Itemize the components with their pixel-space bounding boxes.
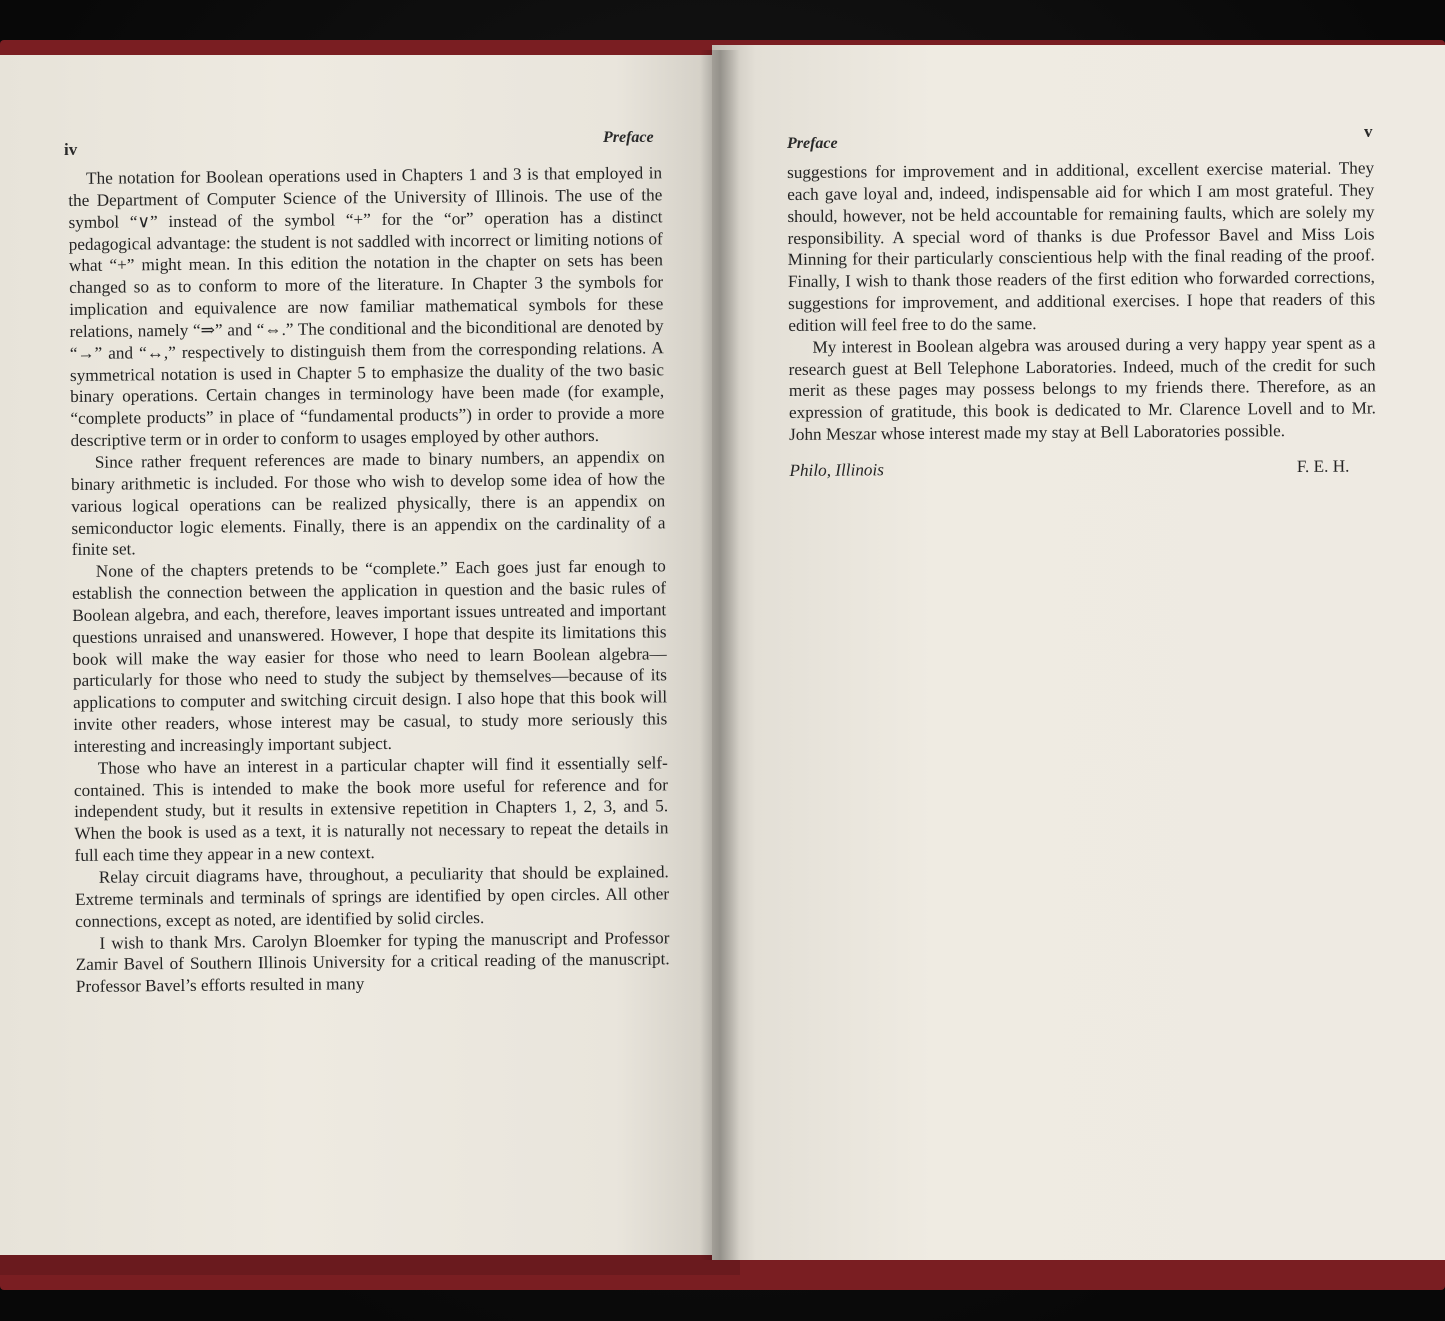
paragraph: suggestions for improvement and in additional, excellent exercise material. They each gave loyal and, indeed, indispensable aid for which I am most grateful. They should, however, not be held accountable for remaining faults, which are solely my responsibility. A special word of thanks is due Professor Bavel and Miss Lois Minning for their particularly conscientious help with the final reading of the proof. Finally, I wish to thank those readers of the first edition who forwarded corrections, suggestions for improvement, and additional exercises. I hope that readers of this edition will feel free to do the same. bbox=[787, 158, 1376, 335]
paragraph: My interest in Boolean algebra was aroused during a very happy year spent as a research guest at Bell Telephone Laboratories. Indeed, much of the credit for such merit as these pages may possess belongs to my friends there. Therefore, as an expression of gratitude, this book is dedicated to Mr. Clarence Lovell and to Mr. John Meszar whose interest made my stay at Bell Laboratories possible. bbox=[788, 333, 1377, 445]
left-page-body bbox=[68, 162, 670, 998]
signoff-place: Philo, Illinois bbox=[789, 460, 885, 480]
paragraph: I wish to thank Mrs. Carolyn Bloemker for typing the manuscript and Professor Zamir Bavel of Southern Illinois University for a critical reading of the manuscript. Professor Bavel’s efforts resulted in many bbox=[75, 927, 670, 997]
paragraph: The notation for Boolean operations used in Chapters 1 and 3 is that employed in the Department of Computer Science of the University of Illinois. The use of the symbol “∨” instead of the symbol “+” for the “or” operation has a distinct pedagogical advantage: the student is not saddled with incorrect or limiting notions of what “+” might mean. In this edition the notation in the chapter on sets has been changed so as to conform to more of the literature. In Chapter 3 the symbols for implication and equivalence are now familiar mathematical symbols for these relations, namely “⇒” and “⇔.” The conditional and the biconditional are denoted by “→” and “↔,” respectively to distinguish them from the corresponding relations. A symmetrical notation is used in Chapter 5 to emphasize the duality of the two basic binary operations. Certain changes in terminology have been made (for example, “complete products” in place of “fundamental products”) in order to provide a more descriptive term or in order to conform to usages employed by other authors. bbox=[68, 163, 665, 451]
paragraph: Since rather frequent references are made to binary numbers, an appendix on binary arithmetic is included. For those who wish to develop some idea of how the various logical operations can be realized physically, there is an appendix on semiconductor logic elements. Finally, there is an appendix on the cardinality of a finite set. bbox=[70, 447, 666, 560]
show-through-ghost bbox=[790, 540, 1380, 628]
signoff-initials: F. E. H. bbox=[1296, 456, 1350, 476]
left-running-head: Preface bbox=[603, 129, 654, 146]
book-cover-edge bbox=[0, 1255, 740, 1275]
paragraph: Those who have an interest in a particular chapter will find it essentially self-contained. This is intended to make the book more useful for reference and for independent study, but it results in extensive repetition in Chapters 1, 2, 3, and 5. When the book is used as a text, it is naturally not necessary to repeat the details in full each time they appear in a new context. bbox=[73, 753, 669, 866]
right-page-body bbox=[787, 157, 1376, 481]
signoff bbox=[789, 456, 1349, 482]
paragraph: None of the chapters pretends to be “complete.” Each goes just far enough to establish the connection between the application in question and the basic rules of Boolean algebra, and each, therefore, leaves important issues untreated and important questions unraised and unanswered. However, I hope that despite its limitations this book will make the way easier for those who need to learn Boolean algebra—particularly for those who need to study the subject by themselves—because of its applications to computer and switching circuit design. I also hope that this book will invite other readers, whose interest may be casual, to study more seriously this interesting and increasingly important subject. bbox=[71, 556, 668, 756]
left-page-number: iv bbox=[64, 140, 78, 159]
right-page-number: v bbox=[1364, 122, 1373, 141]
book-gutter bbox=[700, 50, 740, 1260]
paragraph: Relay circuit diagrams have, throughout, a peculiarity that should be explained. Extreme terminals and terminals of springs are identified by open circles. All other connections, except as noted, are identified by solid circles. bbox=[74, 862, 670, 931]
right-running-head: Preface bbox=[787, 135, 838, 152]
